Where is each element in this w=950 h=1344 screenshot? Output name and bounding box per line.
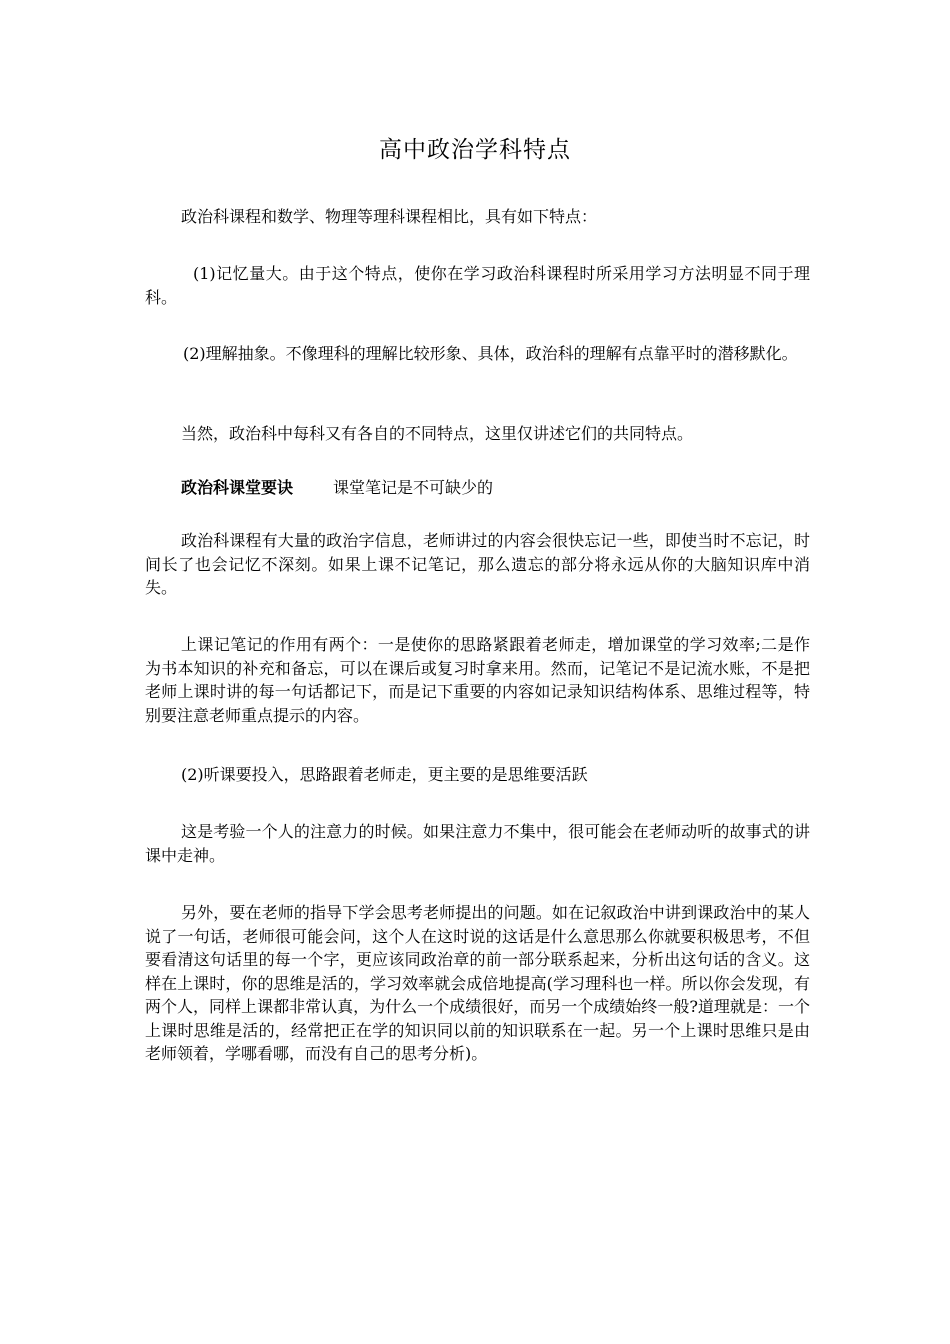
- section-heading-line: [145, 476, 810, 500]
- paragraph-notes-importance: 政治科课程有大量的政治字信息，老师讲过的内容会很快忘记一些，即使当时不忘记，时间长了也会记忆不深刻。如果上课不记笔记，那么遗忘的部分将永远从你的大脑知识库中消失。: [145, 531, 810, 597]
- paragraph-attention: 这是考验一个人的注意力的时候。如果注意力不集中，很可能会在老师动听的故事式的讲课中走神。: [145, 822, 810, 865]
- paragraph-memory: (1)记忆量大。由于这个特点，使你在学习政治科课程时所采用学习方法明显不同于理科。: [145, 264, 810, 307]
- paragraph-intro: 政治科课程和数学、物理等理科课程相比，具有如下特点：: [181, 207, 598, 226]
- paragraph-notes-function: 上课记笔记的作用有两个：一是使你的思路紧跟着老师走，增加课堂的学习效率;二是作为书本知识的补充和备忘，可以在课后或复习时拿来用。然而，记笔记不是记流水账，不是把老师上课时讲的每一句话都记下，而是记下重要的内容如记录知识结构体系、思维过程等，特别要注意老师重点提示的内容。: [145, 635, 810, 725]
- paragraph-thinking: 另外，要在老师的指导下学会思考老师提出的问题。如在记叙政治中讲到课政治中的某人说了一句话，老师很可能会问，这个人在这时说的这话是什么意思那么你就要积极思考，不但要看清这句话里的每一个字，更应该同政治章的前一部分联系起来，分析出这句话的含义。这样在上课时，你的思维是活的，学习效率就会成倍地提高(学习理科也一样。所以你会发现，有两个人，同样上课都非常认真，为什么一个成绩很好，而另一个成绩始终一般?道理就是：一个上课时思维是活的，经常把正在学的知识同以前的知识联系在一起。另一个上课时思维只是由老师领着，学哪看哪，而没有自己的思考分析)。: [145, 903, 810, 1063]
- section-subheading: 课堂笔记是不可缺少的: [333, 478, 494, 497]
- page-title: 高中政治学科特点: [379, 137, 571, 163]
- paragraph-listening: (2)听课要投入，思路跟着老师走，更主要的是思维要活跃: [181, 765, 588, 784]
- section-heading: 政治科课堂要诀: [181, 478, 294, 497]
- paragraph-common-traits: 当然，政治科中每科又有各自的不同特点，这里仅讲述它们的共同特点。: [181, 424, 694, 443]
- paragraph-abstract: (2)理解抽象。不像理科的理解比较形象、具体，政治科的理解有点靠平时的潜移默化。: [183, 344, 798, 363]
